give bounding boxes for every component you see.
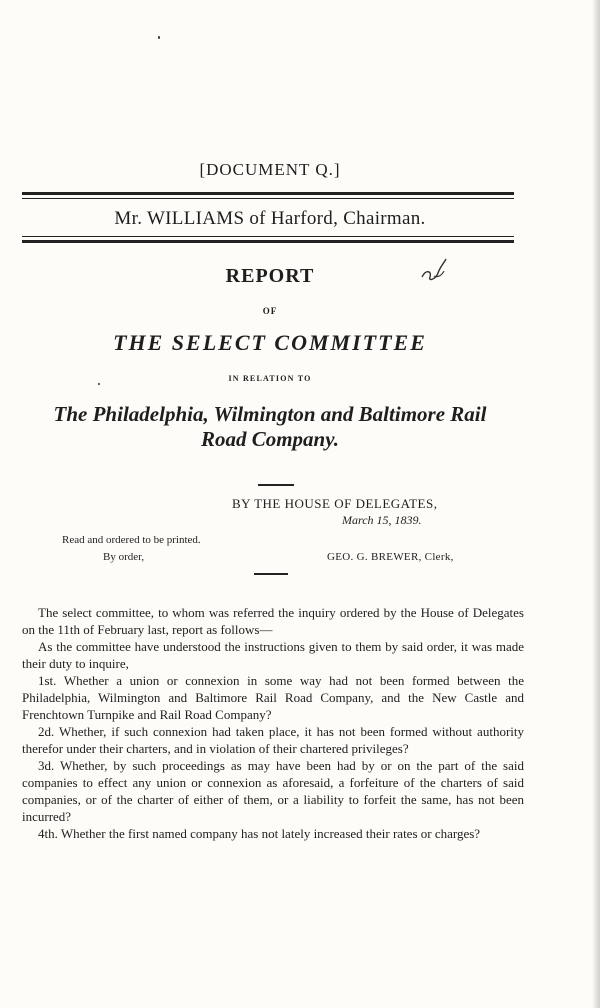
paragraph-instructions: As the committee have understood the instructions given to them by said order, it was made their duty to inquire,	[22, 639, 524, 671]
company-title-line-2: Road Company.	[200, 427, 340, 451]
ink-speck	[98, 383, 100, 385]
ink-speck	[158, 36, 160, 39]
page-edge-shadow	[592, 0, 600, 1008]
short-rule-upper	[258, 484, 294, 486]
read-and-ordered: Read and ordered to be printed.	[62, 534, 201, 546]
paragraph-second-inquiry: 2d. Whether, if such connexion had taken place, it has not been formed without authority therefor under their charters, and in violation of their chartered privileges?	[22, 724, 524, 756]
top-rule-thin	[22, 198, 514, 199]
report-body	[22, 604, 524, 842]
short-rule-lower	[254, 573, 288, 575]
chairman-line: Mr. WILLIAMS of Harford, Chairman.	[114, 208, 426, 229]
top-rule-thick	[22, 192, 514, 195]
of-label: OF	[262, 306, 278, 316]
paragraph-first-inquiry: 1st. Whether a union or connexion in some way had not been formed between the Philadelphia, Wilmington and Baltimore Rail Road Company, and the New Castle and Frenchtown Turnpike and Rail Road Company?	[22, 673, 524, 722]
committee-title: THE SELECT COMMITTEE	[113, 330, 427, 355]
handwritten-mark	[418, 255, 452, 285]
paragraph-third-inquiry: 3d. Whether, by such proceedings as may have been had by or on the part of the said companies to effect any union or connexion as aforesaid, a forfeiture of the charters of said companies, or of the charter of either of them, or a liability to forfeit the same, has not been incurred?	[22, 758, 524, 824]
document-label: [DOCUMENT Q.]	[199, 160, 341, 179]
in-relation-to-label: IN RELATION TO	[228, 374, 312, 383]
bottom-rule-thin	[22, 236, 514, 237]
paragraph-intro: The select committee, to whom was referred the inquiry ordered by the House of Delegates on the 11th of February last, report as follows—	[22, 605, 524, 637]
company-title-line-1: The Philadelphia, Wilmington and Baltimore Rail	[53, 402, 487, 426]
bottom-rule-thick	[22, 240, 514, 243]
report-title: REPORT	[225, 265, 315, 287]
paragraph-fourth-inquiry: 4th. Whether the first named company has not lately increased their rates or charges?	[38, 826, 481, 841]
company-title	[10, 402, 530, 452]
house-of-delegates: BY THE HOUSE OF DELEGATES,	[232, 496, 438, 511]
report-date: March 15, 1839.	[342, 513, 422, 527]
by-order: By order,	[103, 551, 145, 563]
clerk-signature: GEO. G. BREWER, Clerk,	[327, 551, 454, 563]
